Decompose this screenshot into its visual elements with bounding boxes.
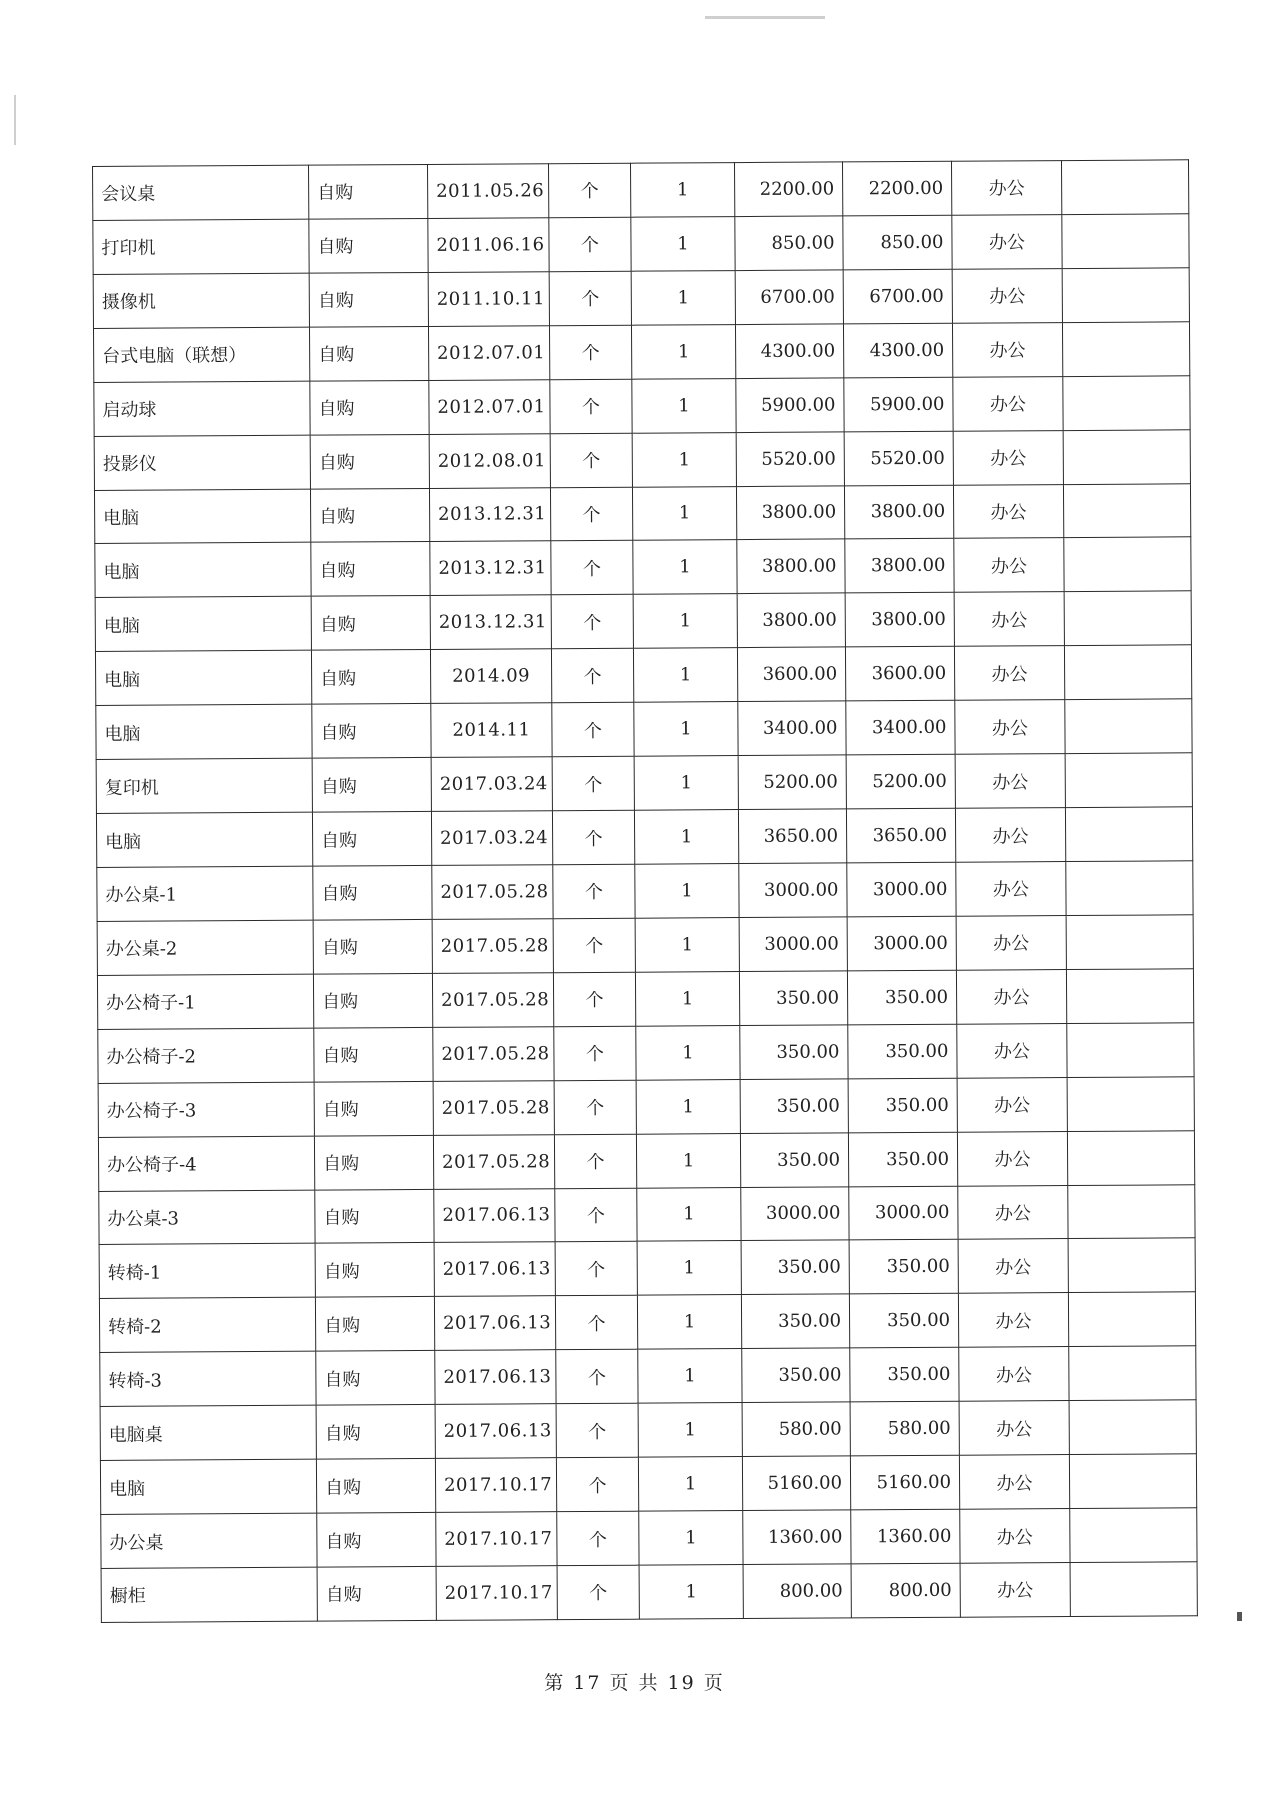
date-cell: 2017.10.17 — [436, 1566, 557, 1621]
quantity-cell: 1 — [638, 1457, 742, 1512]
source-cell: 自购 — [310, 488, 429, 543]
unit-cell: 个 — [549, 217, 631, 271]
quantity-cell: 1 — [638, 1403, 742, 1458]
source-cell: 自购 — [315, 1243, 434, 1298]
amount-cell: 3600.00 — [845, 647, 954, 702]
quantity-cell: 1 — [635, 917, 739, 972]
remarks-cell — [1069, 1346, 1196, 1401]
usage-cell: 办公 — [953, 376, 1063, 431]
remarks-cell — [1065, 699, 1192, 754]
table-row — [94, 375, 1190, 436]
source-cell: 自购 — [316, 1351, 435, 1406]
usage-cell: 办公 — [960, 1509, 1070, 1564]
table-row — [97, 915, 1193, 976]
asset-name-cell: 办公桌-2 — [97, 920, 313, 975]
quantity-cell: 1 — [630, 163, 734, 218]
amount-cell: 5200.00 — [846, 754, 955, 809]
amount-cell: 3650.00 — [846, 808, 955, 863]
table-row — [96, 753, 1192, 814]
quantity-cell: 1 — [637, 1295, 741, 1350]
table-row — [100, 1454, 1196, 1515]
unit-price-cell: 3400.00 — [738, 701, 846, 756]
unit-cell: 个 — [556, 1349, 638, 1403]
source-cell: 自购 — [312, 704, 431, 759]
unit-cell: 个 — [552, 756, 634, 810]
table-row — [99, 1184, 1195, 1245]
usage-cell: 办公 — [953, 430, 1063, 485]
remarks-cell — [1069, 1400, 1196, 1455]
amount-cell: 350.00 — [849, 1294, 958, 1349]
table-row — [95, 645, 1191, 706]
usage-cell: 办公 — [956, 862, 1066, 917]
asset-name-cell: 转椅-1 — [99, 1244, 315, 1299]
quantity-cell: 1 — [632, 378, 736, 433]
unit-price-cell: 1360.00 — [743, 1510, 851, 1565]
usage-cell: 办公 — [956, 915, 1066, 970]
table-row — [100, 1400, 1196, 1461]
unit-cell: 个 — [551, 541, 633, 595]
asset-name-cell: 打印机 — [93, 219, 309, 274]
fixed-asset-table — [92, 159, 1198, 1623]
source-cell: 自购 — [314, 1135, 433, 1190]
usage-cell: 办公 — [959, 1347, 1069, 1402]
asset-name-cell: 办公桌 — [101, 1513, 317, 1568]
unit-cell: 个 — [554, 1080, 636, 1134]
unit-price-cell: 850.00 — [735, 216, 843, 271]
table-row — [93, 322, 1189, 383]
table-row — [96, 699, 1192, 760]
quantity-cell: 1 — [634, 810, 738, 865]
remarks-cell — [1066, 861, 1193, 916]
date-cell: 2014.11 — [431, 703, 552, 758]
unit-price-cell: 580.00 — [742, 1402, 850, 1457]
remarks-cell — [1066, 915, 1193, 970]
table-row — [94, 483, 1190, 544]
usage-cell: 办公 — [954, 538, 1064, 593]
table-row — [98, 1023, 1194, 1084]
unit-price-cell: 5900.00 — [736, 378, 844, 433]
date-cell: 2012.08.01 — [429, 433, 550, 488]
usage-cell: 办公 — [958, 1239, 1068, 1294]
scan-artifact-right-edge — [1237, 1612, 1242, 1621]
remarks-cell — [1061, 160, 1188, 215]
date-cell: 2014.09 — [430, 649, 551, 704]
usage-cell: 办公 — [958, 1185, 1068, 1240]
unit-cell: 个 — [553, 864, 635, 918]
asset-name-cell: 办公椅子-2 — [98, 1028, 314, 1083]
usage-cell: 办公 — [952, 214, 1062, 269]
source-cell: 自购 — [313, 973, 432, 1028]
quantity-cell: 1 — [631, 270, 735, 325]
amount-cell: 350.00 — [849, 1240, 958, 1295]
source-cell: 自购 — [317, 1566, 436, 1621]
unit-cell: 个 — [552, 702, 634, 756]
unit-price-cell: 4300.00 — [735, 324, 843, 379]
amount-cell: 3800.00 — [845, 539, 954, 594]
unit-cell: 个 — [550, 487, 632, 541]
asset-name-cell: 办公桌-1 — [97, 866, 313, 921]
source-cell: 自购 — [316, 1459, 435, 1514]
amount-cell: 3000.00 — [847, 862, 956, 917]
table-row — [98, 1130, 1194, 1191]
source-cell: 自购 — [309, 272, 428, 327]
source-cell: 自购 — [315, 1189, 434, 1244]
usage-cell: 办公 — [955, 808, 1065, 863]
unit-cell: 个 — [554, 1026, 636, 1080]
unit-price-cell: 3600.00 — [737, 647, 845, 702]
amount-cell: 5160.00 — [850, 1455, 959, 1510]
quantity-cell: 1 — [635, 864, 739, 919]
unit-cell: 个 — [552, 810, 634, 864]
amount-cell: 5900.00 — [844, 377, 953, 432]
asset-name-cell: 启动球 — [94, 381, 310, 436]
asset-name-cell: 台式电脑（联想） — [93, 327, 309, 382]
amount-cell: 3000.00 — [847, 916, 956, 971]
asset-name-cell: 电脑 — [100, 1459, 316, 1514]
scan-artifact-left-edge — [14, 95, 16, 145]
usage-cell: 办公 — [954, 646, 1064, 701]
amount-cell: 350.00 — [848, 1132, 957, 1187]
unit-cell: 个 — [554, 1134, 636, 1188]
unit-cell: 个 — [551, 648, 633, 702]
table-row — [95, 591, 1191, 652]
unit-cell: 个 — [556, 1457, 638, 1511]
amount-cell: 5520.00 — [844, 431, 953, 486]
source-cell: 自购 — [313, 865, 432, 920]
quantity-cell: 1 — [634, 756, 738, 811]
asset-rows — [93, 160, 1198, 1623]
table-row — [93, 214, 1189, 275]
amount-cell: 350.00 — [850, 1348, 959, 1403]
amount-cell: 3000.00 — [849, 1186, 958, 1241]
unit-price-cell: 3650.00 — [738, 809, 846, 864]
unit-price-cell: 5520.00 — [736, 432, 844, 487]
table-row — [93, 160, 1189, 221]
source-cell: 自购 — [310, 434, 429, 489]
remarks-cell — [1067, 1076, 1194, 1131]
source-cell: 自购 — [311, 542, 430, 597]
usage-cell: 办公 — [953, 484, 1063, 539]
source-cell: 自购 — [314, 1081, 433, 1136]
table-row — [96, 807, 1192, 868]
date-cell: 2011.10.11 — [428, 272, 549, 327]
date-cell: 2013.12.31 — [430, 595, 551, 650]
quantity-cell: 1 — [632, 432, 736, 487]
source-cell: 自购 — [314, 1027, 433, 1082]
unit-price-cell: 2200.00 — [734, 162, 842, 217]
amount-cell: 3800.00 — [845, 593, 954, 648]
usage-cell: 办公 — [955, 754, 1065, 809]
remarks-cell — [1064, 645, 1191, 700]
date-cell: 2017.05.28 — [432, 919, 553, 974]
date-cell: 2012.07.01 — [429, 379, 550, 434]
remarks-cell — [1067, 1130, 1194, 1185]
amount-cell: 850.00 — [843, 215, 952, 270]
table-row — [93, 268, 1189, 329]
quantity-cell: 1 — [631, 216, 735, 271]
usage-cell: 办公 — [957, 1023, 1067, 1078]
remarks-cell — [1063, 375, 1190, 430]
remarks-cell — [1066, 969, 1193, 1024]
date-cell: 2013.12.31 — [430, 541, 551, 596]
asset-name-cell: 转椅-2 — [99, 1298, 315, 1353]
remarks-cell — [1067, 1023, 1194, 1078]
source-cell: 自购 — [311, 596, 430, 651]
amount-cell: 2200.00 — [842, 161, 951, 216]
source-cell: 自购 — [316, 1405, 435, 1460]
unit-cell: 个 — [551, 595, 633, 649]
usage-cell: 办公 — [959, 1401, 1069, 1456]
unit-price-cell: 3000.00 — [741, 1186, 849, 1241]
usage-cell: 办公 — [959, 1455, 1069, 1510]
remarks-cell — [1068, 1292, 1195, 1347]
table-row — [97, 969, 1193, 1030]
date-cell: 2012.07.01 — [428, 325, 549, 380]
asset-name-cell: 橱柜 — [101, 1567, 317, 1622]
date-cell: 2013.12.31 — [429, 487, 550, 542]
date-cell: 2017.03.24 — [431, 757, 552, 812]
unit-cell: 个 — [557, 1565, 639, 1620]
usage-cell: 办公 — [954, 592, 1064, 647]
unit-cell: 个 — [553, 972, 635, 1026]
page-number: 第 17 页 共 19 页 — [544, 1672, 725, 1694]
unit-price-cell: 350.00 — [740, 1132, 848, 1187]
quantity-cell: 1 — [639, 1565, 743, 1620]
amount-cell: 1360.00 — [851, 1509, 960, 1564]
usage-cell: 办公 — [957, 1131, 1067, 1186]
unit-price-cell: 350.00 — [741, 1294, 849, 1349]
date-cell: 2017.06.13 — [435, 1350, 556, 1405]
asset-name-cell: 复印机 — [96, 758, 312, 813]
unit-price-cell: 5200.00 — [738, 755, 846, 810]
table-row — [101, 1508, 1197, 1569]
usage-cell: 办公 — [957, 1077, 1067, 1132]
asset-name-cell: 电脑 — [96, 812, 312, 867]
scan-artifact-top — [705, 16, 825, 19]
source-cell: 自购 — [309, 218, 428, 273]
quantity-cell: 1 — [637, 1187, 741, 1242]
unit-price-cell: 3800.00 — [736, 485, 844, 540]
unit-price-cell: 350.00 — [740, 1025, 848, 1080]
amount-cell: 800.00 — [851, 1563, 960, 1618]
asset-name-cell: 电脑 — [96, 704, 312, 759]
table-row — [98, 1076, 1194, 1137]
quantity-cell: 1 — [638, 1349, 742, 1404]
remarks-cell — [1068, 1238, 1195, 1293]
source-cell: 自购 — [310, 380, 429, 435]
date-cell: 2017.05.28 — [432, 973, 553, 1028]
date-cell: 2017.06.13 — [434, 1242, 555, 1297]
date-cell: 2017.03.24 — [431, 811, 552, 866]
date-cell: 2017.05.28 — [432, 865, 553, 920]
quantity-cell: 1 — [636, 1025, 740, 1080]
unit-price-cell: 6700.00 — [735, 270, 843, 325]
unit-price-cell: 350.00 — [739, 971, 847, 1026]
usage-cell: 办公 — [956, 969, 1066, 1024]
table-row — [101, 1562, 1197, 1623]
date-cell: 2017.05.28 — [433, 1026, 554, 1081]
quantity-cell: 1 — [634, 702, 738, 757]
usage-cell: 办公 — [952, 322, 1062, 377]
unit-cell: 个 — [548, 163, 630, 217]
amount-cell: 350.00 — [847, 970, 956, 1025]
amount-cell: 3800.00 — [844, 485, 953, 540]
asset-name-cell: 电脑 — [95, 543, 311, 598]
unit-price-cell: 3800.00 — [737, 593, 845, 648]
asset-name-cell: 转椅-3 — [100, 1351, 316, 1406]
quantity-cell: 1 — [633, 648, 737, 703]
table-row — [97, 861, 1193, 922]
source-cell: 自购 — [311, 650, 430, 705]
source-cell: 自购 — [309, 326, 428, 381]
asset-name-cell: 电脑 — [95, 597, 311, 652]
table-row — [99, 1238, 1195, 1299]
quantity-cell: 1 — [633, 594, 737, 649]
unit-cell: 个 — [549, 271, 631, 325]
unit-price-cell: 5160.00 — [742, 1456, 850, 1511]
unit-cell: 个 — [556, 1403, 638, 1457]
quantity-cell: 1 — [636, 1133, 740, 1188]
asset-name-cell: 投影仪 — [94, 435, 310, 490]
quantity-cell: 1 — [636, 1079, 740, 1134]
table-row — [95, 537, 1191, 598]
source-cell: 自购 — [312, 812, 431, 867]
remarks-cell — [1063, 429, 1190, 484]
table-row — [94, 429, 1190, 490]
remarks-cell — [1065, 753, 1192, 808]
asset-name-cell: 办公桌-3 — [99, 1190, 315, 1245]
date-cell: 2017.10.17 — [436, 1512, 557, 1567]
remarks-cell — [1068, 1184, 1195, 1239]
remarks-cell — [1062, 268, 1189, 323]
asset-name-cell: 会议桌 — [93, 165, 309, 220]
date-cell: 2011.05.26 — [427, 164, 548, 219]
quantity-cell: 1 — [639, 1511, 743, 1566]
source-cell: 自购 — [315, 1297, 434, 1352]
unit-cell: 个 — [549, 325, 631, 379]
remarks-cell — [1062, 214, 1189, 269]
asset-name-cell: 办公椅子-3 — [98, 1082, 314, 1137]
asset-name-cell: 办公椅子-4 — [98, 1136, 314, 1191]
unit-price-cell: 350.00 — [740, 1079, 848, 1134]
asset-name-cell: 摄像机 — [93, 273, 309, 328]
remarks-cell — [1064, 591, 1191, 646]
unit-cell: 个 — [555, 1188, 637, 1242]
unit-price-cell: 3000.00 — [739, 917, 847, 972]
unit-cell: 个 — [550, 433, 632, 487]
quantity-cell: 1 — [635, 971, 739, 1026]
unit-cell: 个 — [555, 1296, 637, 1350]
source-cell: 自购 — [317, 1512, 436, 1567]
asset-name-cell: 电脑桌 — [100, 1405, 316, 1460]
amount-cell: 350.00 — [848, 1078, 957, 1133]
remarks-cell — [1070, 1508, 1197, 1563]
usage-cell: 办公 — [958, 1293, 1068, 1348]
asset-name-cell: 办公椅子-1 — [97, 974, 313, 1029]
unit-cell: 个 — [557, 1511, 639, 1565]
quantity-cell: 1 — [637, 1241, 741, 1296]
amount-cell: 6700.00 — [843, 269, 952, 324]
asset-name-cell: 电脑 — [95, 650, 311, 705]
table-row — [100, 1346, 1196, 1407]
table-row — [99, 1292, 1195, 1353]
unit-price-cell: 800.00 — [743, 1564, 851, 1619]
usage-cell: 办公 — [960, 1563, 1070, 1618]
quantity-cell: 1 — [632, 486, 736, 541]
date-cell: 2017.06.13 — [434, 1188, 555, 1243]
source-cell: 自购 — [308, 164, 427, 219]
source-cell: 自购 — [313, 919, 432, 974]
asset-name-cell: 电脑 — [94, 489, 310, 544]
source-cell: 自购 — [312, 758, 431, 813]
unit-cell: 个 — [550, 379, 632, 433]
remarks-cell — [1065, 807, 1192, 862]
remarks-cell — [1070, 1562, 1197, 1617]
unit-cell: 个 — [555, 1242, 637, 1296]
quantity-cell: 1 — [631, 324, 735, 379]
remarks-cell — [1069, 1454, 1196, 1509]
date-cell: 2017.05.28 — [433, 1134, 554, 1189]
remarks-cell — [1062, 322, 1189, 377]
unit-cell: 个 — [553, 918, 635, 972]
remarks-cell — [1064, 537, 1191, 592]
date-cell: 2017.05.28 — [433, 1080, 554, 1135]
unit-price-cell: 3000.00 — [739, 863, 847, 918]
remarks-cell — [1063, 483, 1190, 538]
amount-cell: 3400.00 — [846, 700, 955, 755]
amount-cell: 580.00 — [850, 1401, 959, 1456]
date-cell: 2011.06.16 — [428, 218, 549, 273]
amount-cell: 4300.00 — [843, 323, 952, 378]
quantity-cell: 1 — [633, 540, 737, 595]
usage-cell: 办公 — [955, 700, 1065, 755]
date-cell: 2017.06.13 — [434, 1296, 555, 1351]
usage-cell: 办公 — [951, 161, 1061, 216]
date-cell: 2017.06.13 — [435, 1404, 556, 1459]
usage-cell: 办公 — [952, 268, 1062, 323]
unit-price-cell: 350.00 — [741, 1240, 849, 1295]
unit-price-cell: 350.00 — [742, 1348, 850, 1403]
date-cell: 2017.10.17 — [435, 1458, 556, 1513]
unit-price-cell: 3800.00 — [737, 539, 845, 594]
amount-cell: 350.00 — [848, 1024, 957, 1079]
